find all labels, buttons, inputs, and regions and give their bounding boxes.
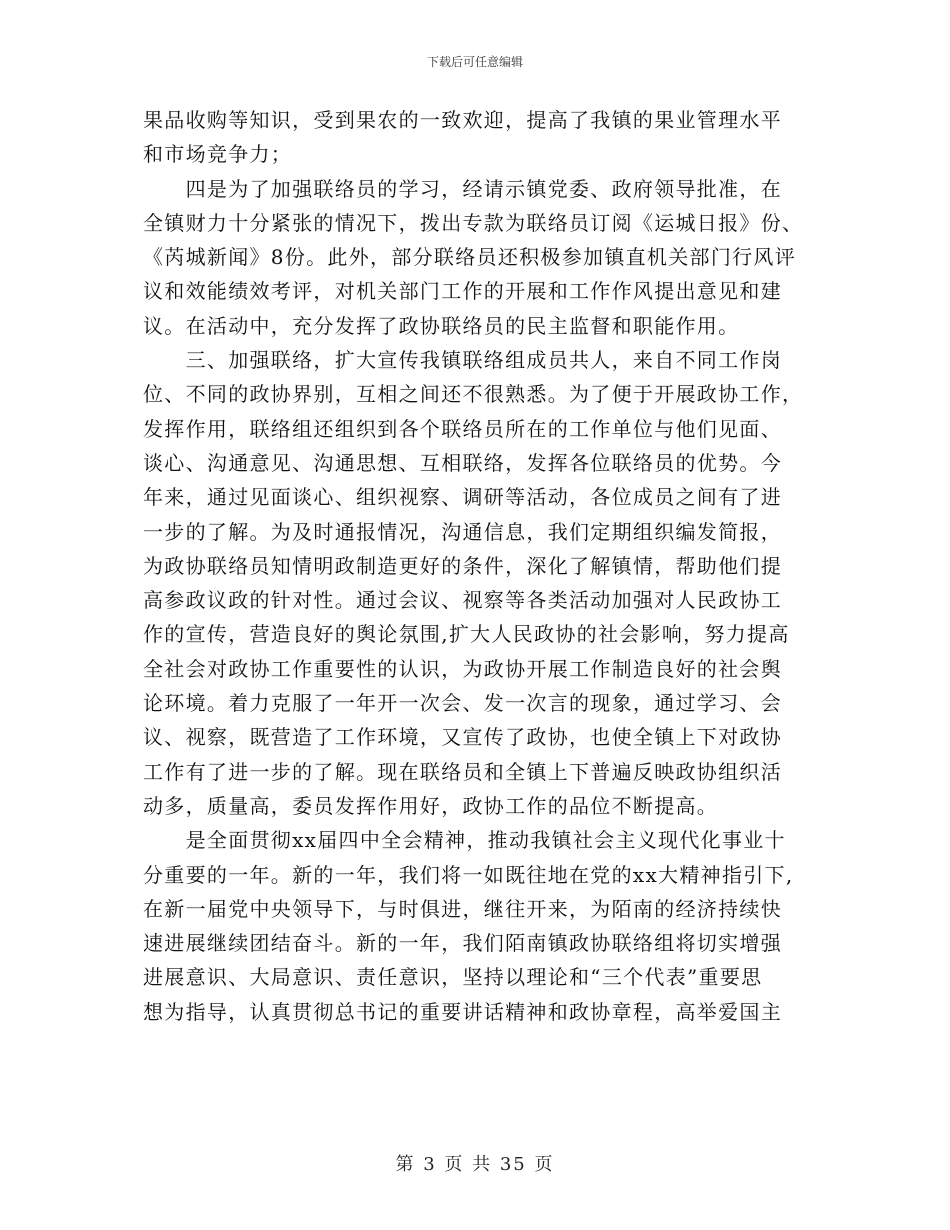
- text-line: 一步的了解。为及时通报情况，沟通信息，我们定期组织编发简报，: [143, 519, 782, 544]
- text-line: 进展意识、大局意识、责任意识，坚持以理论和“三个代表”重要思: [143, 965, 763, 990]
- text-line: 议。在活动中，充分发挥了政协联络员的民主监督和职能作用。: [143, 313, 740, 338]
- text-line: 速进展继续团结奋斗。新的一年，我们陌南镇政协联络组将切实增强: [143, 931, 782, 956]
- text-line: 分重要的一年。新的一年，我们将一如既往地在党的xx大精神指引下,: [143, 862, 794, 887]
- text-line: 发挥作用，联络组还组织到各个联络员所在的工作单位与他们见面、: [143, 416, 782, 441]
- text-line: 在新一届党中央领导下，与时俱进，继往开来，为陌南的经济持续快: [143, 896, 782, 921]
- text-line: 作的宣传，营造良好的舆论氛围,扩大人民政协的社会影响，努力提高: [143, 622, 790, 647]
- text-line: 工作有了进一步的了解。现在联络员和全镇上下普遍反映政协组织活: [143, 759, 782, 784]
- text-line: 位、不同的政协界别，互相之间还不很熟悉。为了便于开展政协工作，: [143, 382, 804, 407]
- text-line: 谈心、沟通意见、沟通思想、互相联络，发挥各位联络员的优势。今: [143, 450, 782, 475]
- text-line: 果品收购等知识，受到果农的一致欢迎，提高了我镇的果业管理水平: [143, 108, 782, 132]
- text-line: 为政协联络员知情明政制造更好的条件，深化了解镇情，帮助他们提: [143, 553, 782, 578]
- text-line: 三、加强联络，扩大宣传我镇联络组成员共人，来自不同工作岗: [143, 348, 782, 373]
- text-line: 议、视察，既营造了工作环境，又宣传了政协，也使全镇上下对政协: [143, 725, 782, 750]
- text-line: 和市场竞争力；: [143, 142, 293, 167]
- text-line: 年来，通过见面谈心、组织视察、调研等活动，各位成员之间有了进: [143, 485, 782, 510]
- text-line: 四是为了加强联络员的学习，经请示镇党委、政府领导批准，在: [143, 176, 782, 201]
- document-body: [143, 103, 813, 1029]
- text-line: 论环境。着力克服了一年开一次会、发一次言的现象，通过学习、会: [143, 691, 782, 716]
- text-line: 全镇财力十分紧张的情况下，拨出专款为联络员订阅《运城日报》份、: [143, 210, 804, 235]
- text-line: 动多，质量高，委员发挥作用好，政协工作的品位不断提高。: [143, 793, 719, 818]
- text-line: 《芮城新闻》8份。此外，部分联络员还积极参加镇直机关部门行风评: [143, 245, 797, 270]
- page-header-note: 下载后可任意编辑: [426, 55, 523, 69]
- text-line: 高参政议政的针对性。通过会议、视察等各类活动加强对人民政协工: [143, 588, 782, 613]
- text-line: 是全面贯彻xx届四中全会精神，推动我镇社会主义现代化事业十: [143, 828, 786, 853]
- text-line: 全社会对政协工作重要性的认识，为政协开展工作制造良好的社会舆: [143, 656, 782, 681]
- page-number: 第 3 页 共 35 页: [395, 1154, 555, 1175]
- text-line: 想为指导，认真贯彻总书记的重要讲话精神和政协章程，高举爱国主: [143, 999, 782, 1024]
- text-line: 议和效能绩效考评，对机关部门工作的开展和工作作风提出意见和建: [143, 279, 782, 304]
